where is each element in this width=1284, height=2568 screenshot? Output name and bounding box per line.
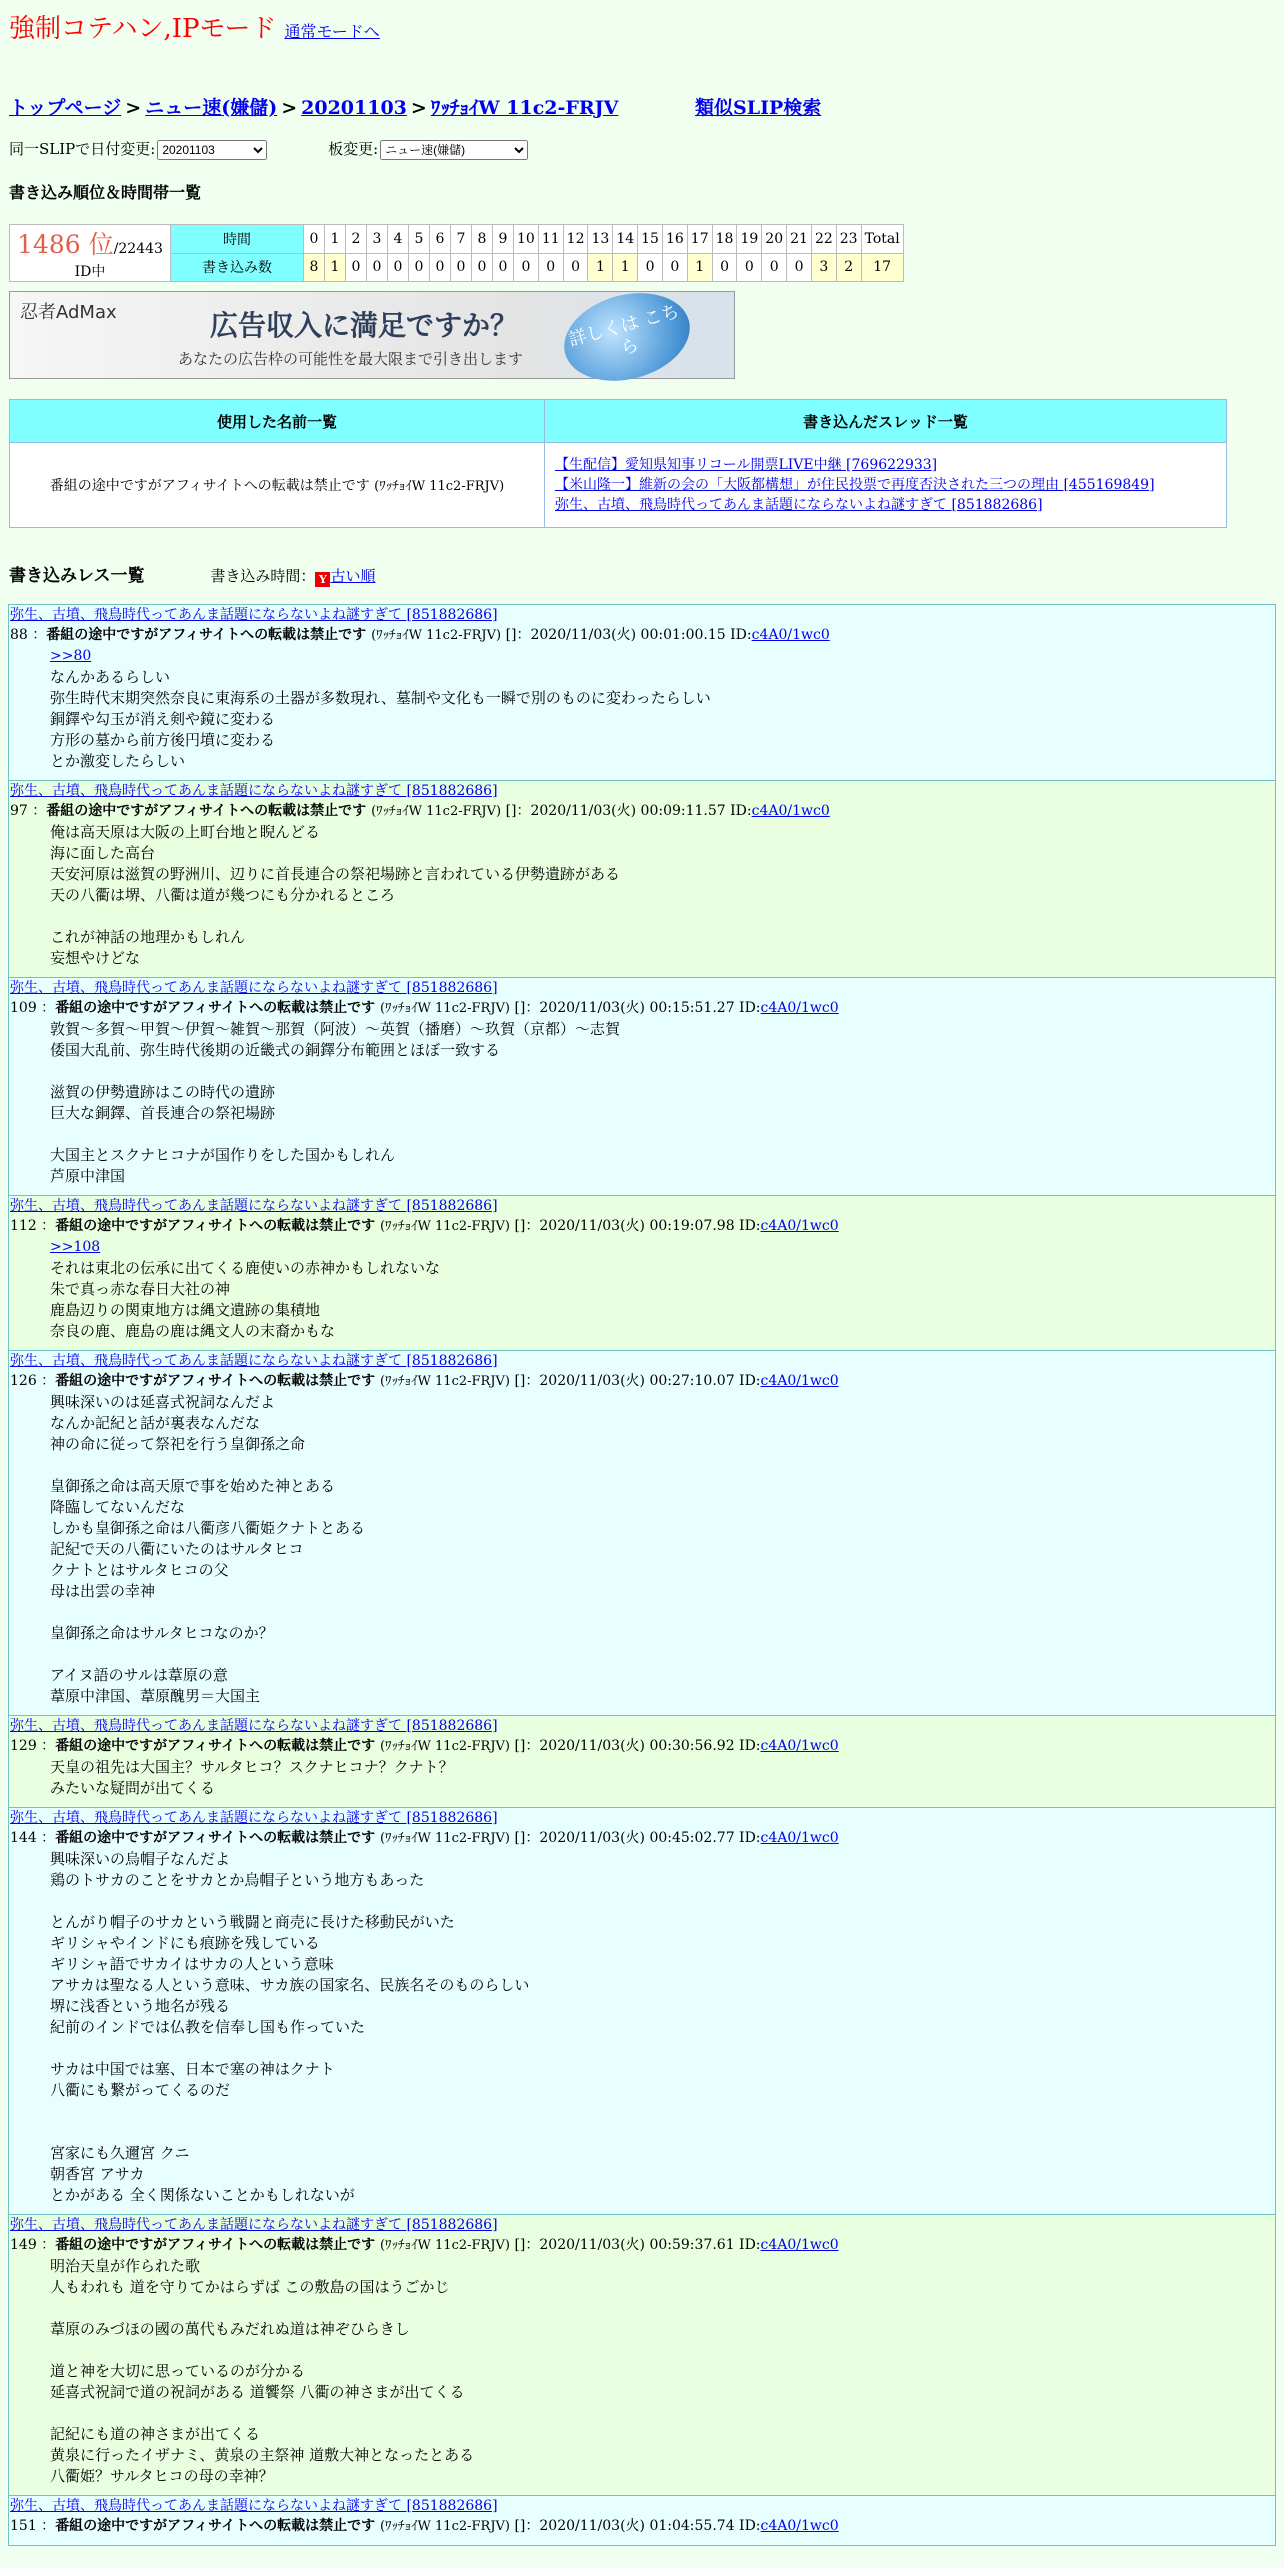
post-body [10,1392,1274,1707]
post-number: 149 [10,2237,37,2253]
post-id-link[interactable]: c4A0/1wc0 [760,1830,839,1846]
post-item [8,604,1276,781]
post-number: 112 [10,1218,37,1234]
count-cell: 0 [367,253,388,282]
hour-cell: 22 [811,225,836,254]
count-label: 書き込み数 [171,253,304,282]
hour-cell: 18 [712,225,737,254]
post-meta: 88 ：番組の途中ですがアフィサイトへの転載は禁止です (ﾜｯﾁｮｲW 11c2-FRJV) []：2020/11/03(火) 00:01:00.15 ID:c4A0/1wc0 [10,627,830,643]
hour-cell: 11 [538,225,563,254]
post-name-text: 番組の途中ですがアフィサイトへの転載は禁止です [46,803,367,819]
rank-heading: 書き込み順位＆時間帯一覧 [9,183,202,202]
post-item [8,2215,1276,2496]
post-thread-link[interactable]: 弥生、古墳、飛鳥時代ってあんま話題にならないよね謎すぎて [851882686] [10,2217,498,2233]
post-body [10,1849,1274,2206]
post-number: 109 [10,1000,37,1016]
used-name: 番組の途中ですがアフィサイトへの転載は禁止です [49,478,370,494]
post-number: 151 [10,2518,37,2534]
thread-link[interactable]: 【米山隆一】維新の会の「大阪都構想」が住民投票で再度否決された三つの理由 [455169849] [555,477,1155,493]
board-change-label: 板変更: [328,140,379,158]
hour-cell: 16 [662,225,687,254]
post-number: 88 [10,627,28,643]
breadcrumb-top[interactable]: トップページ [9,97,122,119]
post-text: なんかあるらしい 弥生時代末期突然奈良に東海系の土器が多数現れ、墓制や文化も一瞬で別のものに変わったらしい 銅鐸や勾玉が消え剣や鏡に変わる 方形の墓から前方後円墳に変わる とか激変したらしい [50,668,711,770]
threads-header: 書き込んだスレッド一覧 [545,400,1227,443]
ad-details-button[interactable]: 詳しくは こちら [554,280,699,394]
names-header: 使用した名前一覧 [10,400,545,443]
post-date: []：2020/11/03(火) 01:04:55.74 ID: [514,2518,761,2534]
post-anchor-link[interactable]: >>108 [50,1239,101,1255]
post-body [10,822,1274,969]
count-cell: 0 [787,253,812,282]
post-date: []：2020/11/03(火) 00:27:10.07 ID: [514,1373,761,1389]
selectors-bar [9,138,528,160]
mode-title-text: 強制コテハン,IPモード [9,14,277,44]
post-anchor-link[interactable]: >>80 [50,648,92,664]
count-cell: 0 [737,253,762,282]
post-id-link[interactable]: c4A0/1wc0 [760,1738,839,1754]
hour-cell: 3 [367,225,388,254]
post-item [8,1716,1276,1808]
count-cell: 0 [430,253,451,282]
count-cell: 1 [613,253,638,282]
hour-cell: 15 [638,225,663,254]
rank-position: 1486 位 [17,230,114,259]
post-date: []：2020/11/03(火) 00:19:07.98 ID: [514,1218,761,1234]
hour-cell: 17 [687,225,712,254]
post-trip: (ﾜｯﾁｮｲW 11c2-FRJV) [379,2519,511,2534]
post-item [8,1808,1276,2215]
rank-cell [10,225,171,282]
count-cell: 2 [836,253,861,282]
post-name-text: 番組の途中ですがアフィサイトへの転載は禁止です [46,627,367,643]
post-text: それは東北の伝承に出てくる鹿使いの赤神かもしれないな 朱で真っ赤な春日大社の神 鹿島辺りの関東地方は縄文遺跡の集積地 奈良の鹿、鹿島の鹿は縄文人の末裔かもな [50,1259,441,1340]
post-trip: (ﾜｯﾁｮｲW 11c2-FRJV) [371,628,502,643]
post-date: []：2020/11/03(火) 00:30:56.92 ID: [514,1738,761,1754]
post-item [8,1196,1276,1351]
threads-cell [545,443,1227,528]
post-date: []：2020/11/03(火) 00:45:02.77 ID: [514,1830,761,1846]
post-text: 明治天皇が作られた歌 人もわれも 道を守りてかはらずば この敷島の国はうごかじ 葦原のみづほの國の萬代もみだれぬ道は神ぞひらきし 道と神を大切に思っているのが分かる 延喜式祝詞で道の祝詞がある 道饗祭 八衢の神さまが出てくる 記紀にも道の神さまが出てくる 黄泉に行ったイザナミ、黄泉の主祭神 道敷大神となったとある 八衢姫？サルタヒコの母の幸神？ [50,2257,475,2485]
thread-link[interactable]: 弥生、古墳、飛鳥時代ってあんま話題にならないよね謎すぎて [851882686] [555,497,1043,513]
post-trip: (ﾜｯﾁｮｲW 11c2-FRJV) [379,1739,511,1754]
post-id-link[interactable]: c4A0/1wc0 [760,2237,839,2253]
post-number: 144 [10,1830,37,1846]
post-meta: 151 ：番組の途中ですがアフィサイトへの転載は禁止です (ﾜｯﾁｮｲW 11c2-FRJV) []：2020/11/03(火) 01:04:55.74 ID:c4A0/1wc0 [10,2518,839,2534]
count-cell: 0 [712,253,737,282]
posts-list [8,604,1276,2546]
post-trip: (ﾜｯﾁｮｲW 11c2-FRJV) [379,1831,511,1846]
count-cell: 0 [346,253,367,282]
post-meta: 129 ：番組の途中ですがアフィサイトへの転載は禁止です (ﾜｯﾁｮｲW 11c2-FRJV) []：2020/11/03(火) 00:30:56.92 ID:c4A0/1wc0 [10,1738,839,1754]
count-cell: 0 [409,253,430,282]
post-name-text: 番組の途中ですがアフィサイトへの転載は禁止です [55,1738,376,1754]
similar-slip-search-link[interactable]: 類似SLIP検索 [695,97,822,119]
count-cell: 3 [811,253,836,282]
post-name [55,1000,510,1016]
hour-cell: 19 [737,225,762,254]
post-item [8,1351,1276,1716]
normal-mode-link[interactable]: 通常モードへ [284,22,380,41]
count-cell: 0 [514,253,539,282]
hour-cell: 12 [563,225,588,254]
post-trip: (ﾜｯﾁｮｲW 11c2-FRJV) [379,1374,511,1389]
time-label: 時間 [171,225,304,254]
post-name-text: 番組の途中ですがアフィサイトへの転載は禁止です [55,1218,376,1234]
names-threads-table [9,399,1227,528]
post-item [8,781,1276,978]
post-trip: (ﾜｯﾁｮｲW 11c2-FRJV) [379,1219,511,1234]
ad-subtext: あなたの広告枠の可能性を最大限まで引き出します [178,350,524,368]
post-thread-link[interactable]: 弥生、古墳、飛鳥時代ってあんま話題にならないよね謎すぎて [851882686] [10,607,498,623]
hour-cell: 2 [346,225,367,254]
posts-heading-text: 書き込みレス一覧 [9,566,145,586]
sort-oldest-link[interactable]: 古い順 [330,567,376,585]
post-thread-link[interactable]: 弥生、古墳、飛鳥時代ってあんま話題にならないよね謎すぎて [851882686] [10,980,498,996]
post-name [55,2518,510,2534]
post-name-text: 番組の途中ですがアフィサイトへの転載は禁止です [55,1373,376,1389]
thread-link[interactable]: 【生配信】愛知県知事リコール開票LIVE中継 [769622933] [555,457,938,473]
sort-order-label: 書き込み時間： [210,567,316,585]
post-thread-link[interactable]: 弥生、古墳、飛鳥時代ってあんま話題にならないよね謎すぎて [851882686] [10,1810,498,1826]
board-select[interactable] [380,140,528,160]
count-cell: 8 [304,253,325,282]
breadcrumb [9,93,821,120]
post-meta: 109 ：番組の途中ですがアフィサイトへの転載は禁止です (ﾜｯﾁｮｲW 11c2-FRJV) []：2020/11/03(火) 00:15:51.27 ID:c4A0/1wc0 [10,1000,839,1016]
breadcrumb-board[interactable]: ニュー速(嫌儲) [145,97,278,119]
hour-cell: 9 [493,225,514,254]
date-select[interactable] [157,140,267,160]
post-name-text: 番組の途中ですがアフィサイトへの転載は禁止です [55,1000,376,1016]
post-thread-link[interactable]: 弥生、古墳、飛鳥時代ってあんま話題にならないよね謎すぎて [851882686] [10,1198,498,1214]
post-item [8,978,1276,1196]
post-name [46,803,501,819]
hour-cell: 6 [430,225,451,254]
post-date: []：2020/11/03(火) 00:01:00.15 ID: [505,627,752,643]
hour-cell: 20 [762,225,787,254]
hour-cell: 14 [613,225,638,254]
post-name [55,1373,510,1389]
post-name-text: 番組の途中ですがアフィサイトへの転載は禁止です [55,2237,376,2253]
count-cell: 0 [388,253,409,282]
post-body [10,646,1274,772]
ad-banner[interactable] [9,291,735,379]
post-date: []：2020/11/03(火) 00:09:11.57 ID: [505,803,752,819]
hour-cell: 4 [388,225,409,254]
post-trip: (ﾜｯﾁｮｲW 11c2-FRJV) [379,2238,511,2253]
count-cell: 0 [762,253,787,282]
count-cell: 0 [472,253,493,282]
post-meta: 126 ：番組の途中ですがアフィサイトへの転載は禁止です (ﾜｯﾁｮｲW 11c2-FRJV) []：2020/11/03(火) 00:27:10.07 ID:c4A0/1wc0 [10,1373,839,1389]
post-trip: (ﾜｯﾁｮｲW 11c2-FRJV) [371,804,502,819]
post-text: 興味深いの烏帽子なんだよ 鶏のトサカのことをサカとか烏帽子という地方もあった とんがり帽子のサカという戦闘と商売に長けた移動民がいた ギリシャやインドにも痕跡を残している ギリシャ語でサカイはサカの人という意味 アサカは聖なる人という意味、サカ族の国家名、民族名そのものらしい 堺に浅香という地名が残る 紀前のインドでは仏教を信奉し国も作っていた サカは中国では塞、日本で塞の神はクナト 八衢にも繋がってくるのだ 宮家にも久邇宮 クニ 朝香宮 アサカ とかがある 全く関係ないことかもしれないが [50,1850,530,2204]
hour-cell: 1 [325,225,346,254]
count-cell: 0 [451,253,472,282]
breadcrumb-separator: > [410,97,427,119]
ad-headline: 広告収入に満足ですか？ [210,309,519,342]
post-thread-link[interactable]: 弥生、古墳、飛鳥時代ってあんま話題にならないよね謎すぎて [851882686] [10,1353,498,1369]
post-name [55,1738,510,1754]
hour-cell: 5 [409,225,430,254]
post-name [55,2237,510,2253]
rank-table [9,224,904,282]
hour-cell: 10 [514,225,539,254]
count-total: 17 [861,253,903,282]
post-meta: 112 ：番組の途中ですがアフィサイトへの転載は禁止です (ﾜｯﾁｮｲW 11c2-FRJV) []：2020/11/03(火) 00:19:07.98 ID:c4A0/1wc0 [10,1218,839,1234]
post-name [46,627,501,643]
hour-cell: 8 [472,225,493,254]
post-id-link[interactable]: c4A0/1wc0 [751,803,830,819]
post-thread-link[interactable]: 弥生、古墳、飛鳥時代ってあんま話題にならないよね謎すぎて [851882686] [10,1718,498,1734]
hour-cell: 0 [304,225,325,254]
post-name-text: 番組の途中ですがアフィサイトへの転載は禁止です [55,1830,376,1846]
sort-arrow-icon: Y [315,572,330,587]
post-body [10,1237,1274,1342]
post-trip: (ﾜｯﾁｮｲW 11c2-FRJV) [379,1001,511,1016]
breadcrumb-separator: > [125,97,142,119]
hour-cell: 21 [787,225,812,254]
post-number: 126 [10,1373,37,1389]
post-number: 97 [10,803,28,819]
post-thread-link[interactable]: 弥生、古墳、飛鳥時代ってあんま話題にならないよね謎すぎて [851882686] [10,783,498,799]
count-cell: 1 [687,253,712,282]
post-date: []：2020/11/03(火) 00:15:51.27 ID: [514,1000,761,1016]
count-cell: 0 [563,253,588,282]
post-id-link[interactable]: c4A0/1wc0 [760,1373,839,1389]
count-cell: 0 [538,253,563,282]
post-date: []：2020/11/03(火) 00:59:37.61 ID: [514,2237,761,2253]
post-name-text: 番組の途中ですがアフィサイトへの転載は禁止です [55,2518,376,2534]
count-cell: 1 [588,253,613,282]
hour-cell: 23 [836,225,861,254]
page-mode-title [9,8,380,45]
post-number: 129 [10,1738,37,1754]
post-body [10,1757,1274,1799]
date-change-label: 同一SLIPで日付変更: [9,140,156,158]
post-name [55,1218,510,1234]
rank-total-ids: /22443 ID中 [74,241,163,280]
post-meta: 149 ：番組の途中ですがアフィサイトへの転載は禁止です (ﾜｯﾁｮｲW 11c2-FRJV) []：2020/11/03(火) 00:59:37.61 ID:c4A0/1wc0 [10,2237,839,2253]
post-thread-link[interactable]: 弥生、古墳、飛鳥時代ってあんま話題にならないよね謎すぎて [851882686] [10,2498,498,2514]
post-meta: 144 ：番組の途中ですがアフィサイトへの転載は禁止です (ﾜｯﾁｮｲW 11c2-FRJV) []：2020/11/03(火) 00:45:02.77 ID:c4A0/1wc0 [10,1830,839,1846]
post-meta: 97 ：番組の途中ですがアフィサイトへの転載は禁止です (ﾜｯﾁｮｲW 11c2-FRJV) []：2020/11/03(火) 00:09:11.57 ID:c4A0/1wc0 [10,803,830,819]
post-id-link[interactable]: c4A0/1wc0 [751,627,830,643]
post-body [10,1019,1274,1187]
sort-order [210,567,375,585]
post-text: 敦賀～多賀～甲賀～伊賀～雑賀～那賀（阿波）～英賀（播磨）～玖賀（京都）～志賀 倭国大乱前、弥生時代後期の近畿式の銅鐸分布範囲とほぼ一致する 滋賀の伊勢遺跡はこの時代の遺跡 巨大な銅鐸、首長連合の祭祀場跡 大国主とスクナヒコナが国作りをした国かもしれん 芦原中津国 [50,1020,621,1185]
post-name [55,1830,510,1846]
count-cell: 0 [638,253,663,282]
post-text: 天皇の祖先は大国主？サルタヒコ？スクナヒコナ？クナト？ みたいな疑問が出てくる [50,1758,454,1797]
post-body [10,2256,1274,2487]
breadcrumb-separator: > [281,97,298,119]
post-text: 興味深いのは延喜式祝詞なんだよ なんか記紀と話が裏表なんだな 神の命に従って祭祀を行う皇御孫之命 皇御孫之命は高天原で事を始めた神とある 降臨してないんだな しかも皇御孫之命は八衢彦八衢姫クナトとある 記紀で天の八衢にいたのはサルタヒコ クナトとはサルタヒコの父 母は出雲の幸神 皇御孫之命はサルタヒコなのか？ アイヌ語のサルは葦原の意 葦原中津国、葦原醜男＝大国主 [50,1393,366,1705]
post-item [8,2496,1276,2546]
breadcrumb-date[interactable]: 20201103 [301,97,407,119]
total-label: Total [861,225,903,254]
post-text: 俺は高天原は大阪の上町台地と睨んどる 海に面した高台 天安河原は滋賀の野洲川、辺りに首長連合の祭祀場跡と言われている伊勢遺跡がある 天の八衢は堺、八衢は道が幾つにも分かれるところ これが神話の地理かもしれん 妄想やけどな [50,823,621,967]
names-cell [10,443,545,528]
posts-heading [9,561,375,587]
hour-cell: 7 [451,225,472,254]
post-id-link[interactable]: c4A0/1wc0 [760,2518,839,2534]
count-cell: 0 [493,253,514,282]
breadcrumb-slip[interactable]: ﾜｯﾁｮｲW 11c2-FRJV [430,97,619,119]
used-name-trip: (ﾜｯﾁｮｲW 11c2-FRJV) [374,479,505,494]
ad-brand: 忍者AdMax [20,302,117,323]
post-id-link[interactable]: c4A0/1wc0 [760,1000,839,1016]
count-cell: 1 [325,253,346,282]
post-id-link[interactable]: c4A0/1wc0 [760,1218,839,1234]
hour-cell: 13 [588,225,613,254]
count-cell: 0 [662,253,687,282]
